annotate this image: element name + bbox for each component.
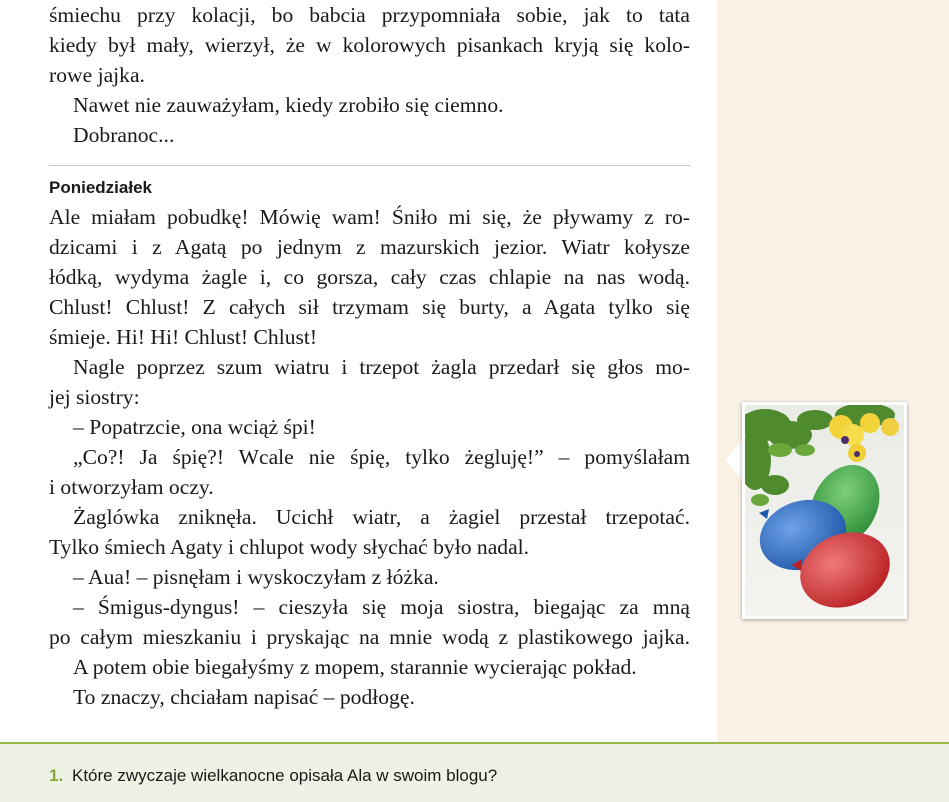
text-line: jej siostry: bbox=[49, 385, 140, 409]
text-line: łódką, wydyma żagle i, co gorsza, cały czas chlapie na nas wodą. bbox=[49, 265, 690, 289]
text-line: Żaglówka zniknęła. Ucichł wiatr, a żagiel przestał trzepotać. bbox=[73, 505, 690, 529]
text-line: po całym mieszkaniu i pryskając na mnie wodą z plastikowego jajka. bbox=[49, 625, 690, 649]
text-line: – Popatrzcie, ona wciąż śpi! bbox=[73, 415, 316, 439]
task-question: Które zwyczaje wielkanocne opisała Ala w swoim blogu? bbox=[72, 766, 498, 785]
text-line: Ale miałam pobudkę! Mówię wam! Śniło mi się, że pływamy z ro- bbox=[49, 205, 690, 229]
text-line: – Śmigus-dyngus! – cieszyła się moja siostra, biegając za mną bbox=[73, 595, 690, 619]
section-divider bbox=[49, 165, 690, 166]
text-line: A potem obie biegałyśmy z mopem, starannie wycierając pokład. bbox=[73, 655, 637, 679]
text-line: Chlust! Chlust! Z całych sił trzymam się burty, a Agata tylko się bbox=[49, 295, 690, 319]
text-line: „Co?! Ja śpię?! Wcale nie śpię, tylko żegluję!” – pomyślałam bbox=[73, 445, 690, 469]
task-bar bbox=[0, 742, 949, 802]
text-line: Nawet nie zauważyłam, kiedy zrobiło się ciemno. bbox=[73, 93, 504, 117]
photo-illustration bbox=[745, 405, 904, 616]
text-line: kiedy był mały, wierzył, że w kolorowych pisankach kryją się kolo- bbox=[49, 33, 690, 57]
text-line: – Aua! – pisnęłam i wyskoczyłam z łóżka. bbox=[73, 565, 439, 589]
text-line: Dobranoc... bbox=[73, 123, 175, 147]
text-line: To znaczy, chciałam napisać – podłogę. bbox=[73, 685, 415, 709]
text-line: i otworzyłam oczy. bbox=[49, 475, 214, 499]
text-line: dzicami i z Agatą po jednym z mazurskich jezior. Wiatr kołysze bbox=[49, 235, 690, 259]
right-margin-panel bbox=[717, 0, 949, 742]
easter-eggs-photo bbox=[742, 402, 907, 619]
task-number: 1. bbox=[49, 766, 64, 785]
section-heading: Poniedziałek bbox=[49, 178, 152, 197]
text-line: Nagle poprzez szum wiatru i trzepot żagla przedarł się głos mo- bbox=[73, 355, 690, 379]
text-line: rowe jajka. bbox=[49, 63, 145, 87]
text-line: śmiechu przy kolacji, bo babcia przypomniała sobie, jak to tata bbox=[49, 3, 690, 27]
photo-pointer bbox=[726, 440, 742, 480]
text-line: śmieje. Hi! Hi! Chlust! Chlust! bbox=[49, 325, 318, 349]
text-line: Tylko śmiech Agaty i chlupot wody słychać było nadal. bbox=[49, 535, 530, 559]
